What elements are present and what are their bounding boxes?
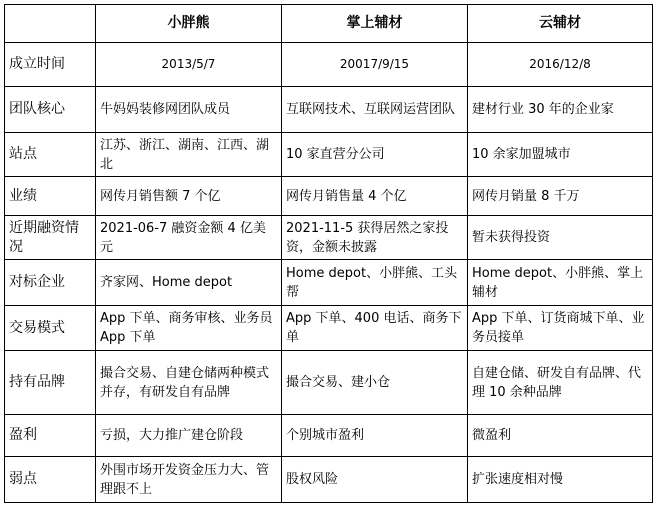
table-cell: 10 家直营分公司: [282, 133, 468, 177]
table-cell: App 下单、商务审核、业务员 App 下单: [96, 306, 282, 351]
table-cell: 2013/5/7: [96, 43, 282, 87]
table-cell: 2021-11-5 获得居然之家投资，金额未披露: [282, 216, 468, 260]
row-label: 交易模式: [5, 306, 96, 351]
table-cell: 扩张速度相对慢: [468, 457, 653, 503]
table-cell: 暂未获得投资: [468, 216, 653, 260]
table-cell: 撮合交易、建小仓: [282, 351, 468, 415]
table-cell: Home depot、小胖熊、工头帮: [282, 260, 468, 306]
header-row: [5, 5, 653, 43]
table-cell: 20017/9/15: [282, 43, 468, 87]
row-label: 业绩: [5, 177, 96, 216]
table-cell: 江苏、浙江、湖南、江西、湖北: [96, 133, 282, 177]
table-cell: 外围市场开发资金压力大、管理跟不上: [96, 457, 282, 503]
table-cell: 2021-06-7 融资金额 4 亿美元: [96, 216, 282, 260]
table-row: [5, 43, 653, 87]
header-xiaopangxiong: 小胖熊: [96, 5, 282, 43]
table-row: [5, 351, 653, 415]
table-row: [5, 260, 653, 306]
row-label: 站点: [5, 133, 96, 177]
table-row: [5, 306, 653, 351]
table-cell: 10 余家加盟城市: [468, 133, 653, 177]
table-cell: 建材行业 30 年的企业家: [468, 87, 653, 133]
table-cell: 撮合交易、自建仓储两种模式并存，有研发自有品牌: [96, 351, 282, 415]
header-zhangshang-fucai: 掌上辅材: [282, 5, 468, 43]
row-label: 持有品牌: [5, 351, 96, 415]
row-label: 盈利: [5, 415, 96, 457]
table-row: [5, 177, 653, 216]
table-cell: 个别城市盈利: [282, 415, 468, 457]
table-cell: 亏损，大力推广建仓阶段: [96, 415, 282, 457]
row-label: 弱点: [5, 457, 96, 503]
table-cell: 互联网技术、互联网运营团队: [282, 87, 468, 133]
header-corner: [5, 5, 96, 43]
table-cell: 微盈利: [468, 415, 653, 457]
table-cell: 齐家网、Home depot: [96, 260, 282, 306]
table-row: [5, 216, 653, 260]
table-cell: 网传月销量 8 千万: [468, 177, 653, 216]
table-cell: 牛妈妈装修网团队成员: [96, 87, 282, 133]
row-label: 近期融资情况: [5, 216, 96, 260]
comparison-table-wrapper: [4, 4, 653, 503]
row-label: 对标企业: [5, 260, 96, 306]
table-cell: 网传月销售额 7 个亿: [96, 177, 282, 216]
table-cell: 自建仓储、研发自有品牌、代理 10 余种品牌: [468, 351, 653, 415]
table-row: [5, 133, 653, 177]
table-cell: Home depot、小胖熊、掌上辅材: [468, 260, 653, 306]
row-label: 成立时间: [5, 43, 96, 87]
table-cell: 2016/12/8: [468, 43, 653, 87]
comparison-table: [4, 4, 653, 503]
table-row: [5, 415, 653, 457]
table-cell: 网传月销售量 4 个亿: [282, 177, 468, 216]
header-yun-fucai: 云辅材: [468, 5, 653, 43]
table-cell: App 下单、订货商城下单、业务员接单: [468, 306, 653, 351]
table-row: [5, 87, 653, 133]
table-cell: App 下单、400 电话、商务下单: [282, 306, 468, 351]
table-cell: 股权风险: [282, 457, 468, 503]
row-label: 团队核心: [5, 87, 96, 133]
table-row: [5, 457, 653, 503]
